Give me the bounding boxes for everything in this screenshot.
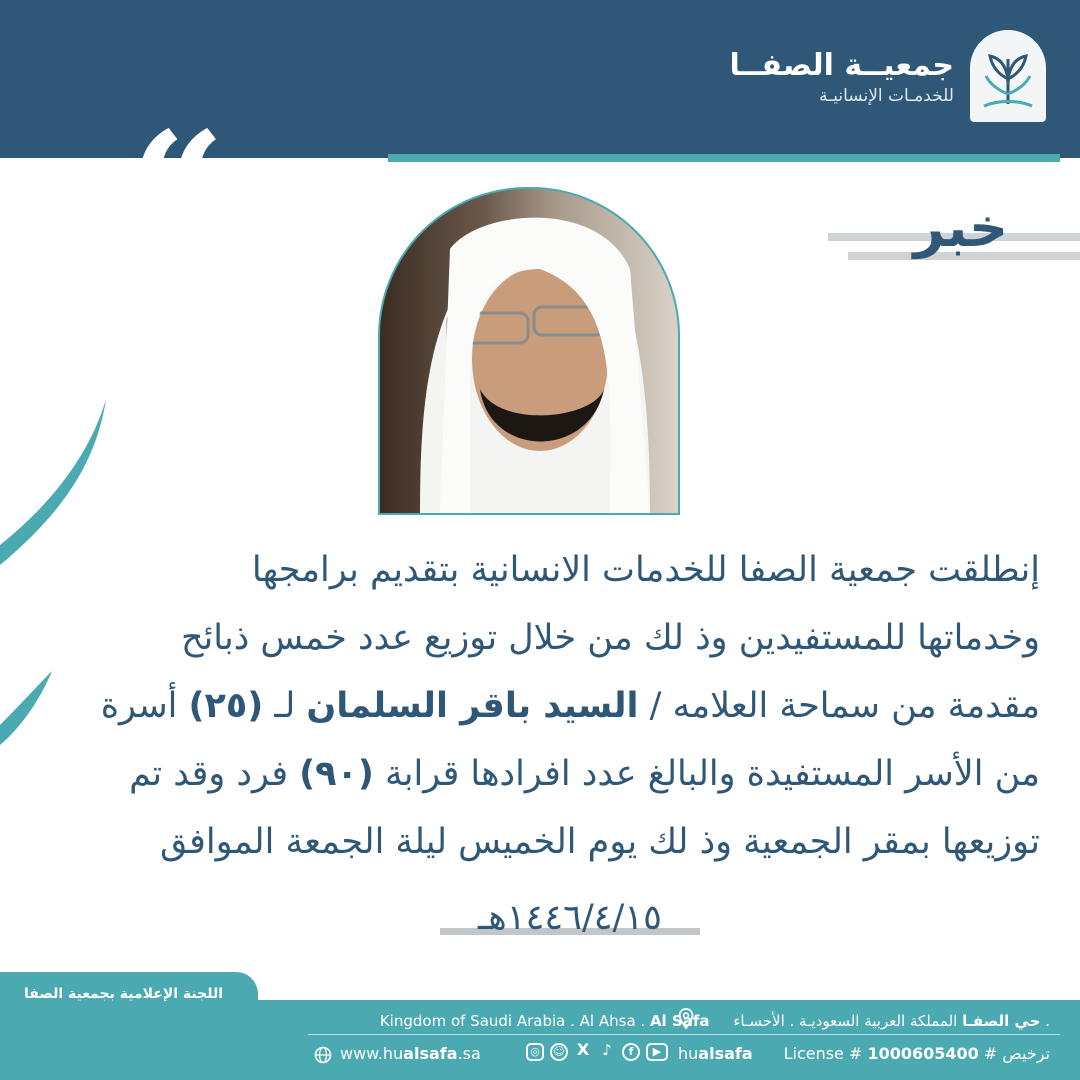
body-line-5: توزيعها بمقر الجمعية وذ لك يوم الخميس ليلة الجمعة الموافق bbox=[159, 822, 1040, 862]
org-subtitle: للخدمـات الإنسانيـة bbox=[819, 86, 954, 106]
license-info bbox=[784, 1044, 1050, 1063]
plant-logo-icon bbox=[978, 44, 1038, 114]
address-en: Kingdom of Saudi Arabia . Al Ahsa . bbox=[379, 1012, 650, 1030]
news-label: خبر bbox=[913, 196, 1008, 259]
social-handle[interactable] bbox=[678, 1044, 753, 1063]
individual-count: (٩٠) bbox=[299, 754, 374, 794]
website-link[interactable] bbox=[340, 1044, 481, 1063]
location-pin-icon bbox=[678, 1008, 694, 1030]
media-committee-label: اللجنة الإعلامية بجمعية الصفا bbox=[24, 986, 224, 1002]
donor-name: السيد باقر السلمان bbox=[306, 686, 639, 726]
body-line-4 bbox=[50, 740, 1040, 808]
x-icon[interactable]: X bbox=[576, 1040, 590, 1059]
org-logo bbox=[970, 30, 1046, 122]
body-line-3-c: أسرة bbox=[100, 686, 189, 726]
news-body bbox=[50, 536, 1040, 876]
instagram-icon[interactable]: ◎ bbox=[526, 1043, 544, 1061]
handle-bold: alsafa bbox=[698, 1044, 753, 1063]
website-suffix: .sa bbox=[457, 1044, 481, 1063]
license-number: 1000605400 bbox=[867, 1044, 979, 1063]
body-line-4-a: من الأسر المستفيدة والبالغ عدد افرادها قرابة bbox=[373, 754, 1040, 794]
website-bold: alsafa bbox=[403, 1044, 458, 1063]
portrait-illustration bbox=[380, 189, 678, 513]
address-ar-bold: حي الصفـا bbox=[962, 1012, 1041, 1030]
body-line-3 bbox=[50, 672, 1040, 740]
date-block bbox=[440, 898, 700, 938]
body-line-2: وخدماتها للمستفيدين وذ لك من خلال توزيع عدد خمس ذبائح bbox=[180, 618, 1040, 658]
body-line-1: إنطلقت جمعية الصفا للخدمات الانسانية بتقديم برامجها bbox=[251, 550, 1040, 590]
body-line-4-b: فرد وقد تم bbox=[129, 754, 300, 794]
media-committee-tab bbox=[0, 972, 258, 1032]
body-line-3-a: مقدمة من سماحة العلامه / bbox=[638, 686, 1040, 726]
handle-prefix: hu bbox=[678, 1044, 699, 1063]
body-line-3-b: لـ bbox=[263, 686, 307, 726]
globe-icon bbox=[314, 1046, 332, 1064]
snapchat-icon[interactable]: ☺ bbox=[550, 1043, 568, 1061]
quote-mark: “ bbox=[128, 95, 226, 295]
hijri-date: ١٤٤٦/٤/١٥هـ bbox=[478, 898, 662, 938]
family-count: (٢٥) bbox=[188, 686, 264, 726]
address-en-bold: Al Safa bbox=[649, 1012, 710, 1030]
tiktok-icon[interactable]: ♪ bbox=[602, 1041, 612, 1059]
portrait-photo bbox=[378, 187, 680, 515]
website-prefix: www.hu bbox=[340, 1044, 404, 1063]
license-ar: # ترخيص bbox=[978, 1044, 1050, 1063]
social-icons bbox=[526, 1040, 668, 1065]
address-ar: المملكة العربية السعوديـة . الأحسـاء . bbox=[733, 1012, 1050, 1030]
facebook-icon[interactable]: f bbox=[622, 1043, 640, 1061]
org-name: جمعيــة الصفــا bbox=[729, 48, 954, 83]
footer-divider bbox=[308, 1034, 1060, 1035]
license-label: License # bbox=[783, 1044, 868, 1063]
address-line bbox=[380, 1012, 1050, 1030]
youtube-icon[interactable]: ▶ bbox=[646, 1043, 668, 1061]
header-accent-bar bbox=[388, 154, 1060, 162]
